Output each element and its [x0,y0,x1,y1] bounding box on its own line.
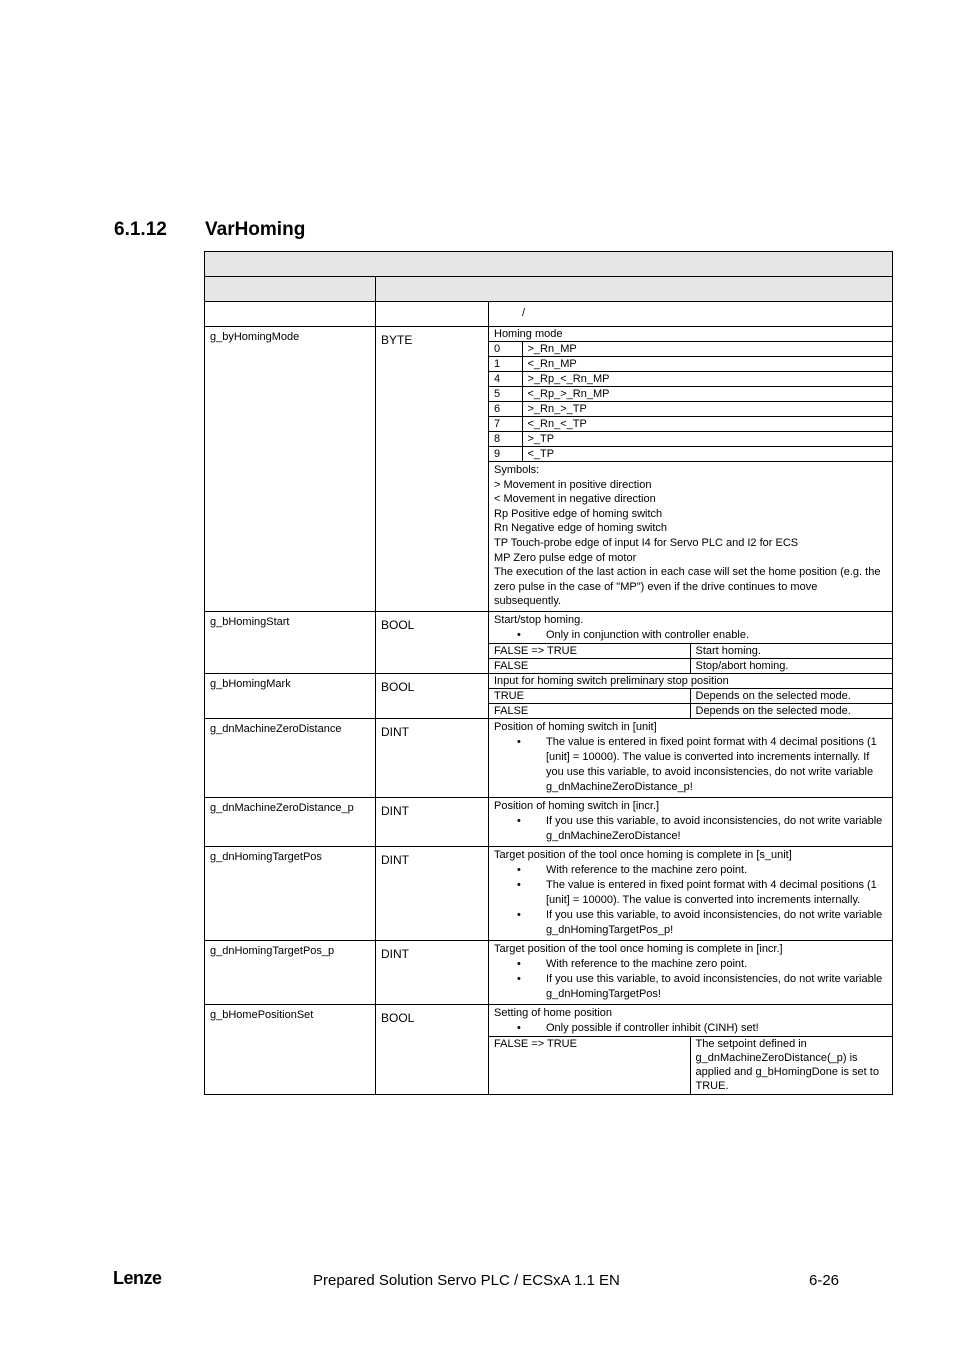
mode-row [489,387,892,402]
value-cell: FALSE => TRUE [489,1036,690,1094]
description-title: Start/stop homing. [494,613,584,626]
variable-description [489,797,893,846]
description-title: Position of homing switch in [incr.] [494,799,660,812]
mode-label: >_Rn_MP [522,342,892,357]
variable-description [489,673,893,718]
bullet-item: • If you use this variable, to avoid inconsistencies, do not write variable g_dnHomingTargetPos! [517,972,883,1000]
table-subheader-left [205,277,376,302]
value-cell: FALSE [489,658,690,673]
mode-code: 0 [489,342,522,357]
description-title: Target position of the tool once homing is complete in [s_unit] [494,848,792,861]
variable-name: g_bHomingMark [205,673,376,718]
mode-label: <_Rn_<_TP [522,417,892,432]
page-number: 6-26 [809,1272,840,1289]
variable-description [489,718,893,797]
table-subheader-right [376,277,893,302]
table-row [205,940,893,1004]
mode-row [489,342,892,357]
table-row [205,718,893,797]
column-header-type [376,302,489,327]
meaning-cell: Depends on the selected mode. [690,703,892,718]
mode-label: <_Rp_>_Rn_MP [522,387,892,402]
mode-label: >_TP [522,432,892,447]
mode-label: >_Rp_<_Rn_MP [522,372,892,387]
meaning-cell: The setpoint defined in g_dnMachineZeroDistance(_p) is applied and g_bHomingDone is set to TRUE. [690,1036,892,1094]
section-title: VarHoming [205,219,306,240]
mode-row [489,357,892,372]
variable-name: g_bHomingStart [205,611,376,673]
bullet-item: • If you use this variable, to avoid inconsistencies, do not write variable g_dnHomingTargetPos_p! [517,908,883,936]
value-cell: TRUE [489,688,690,703]
variable-description [489,846,893,940]
bullet-item: • With reference to the machine zero point. [517,863,748,876]
value-row [489,703,892,718]
bullet-item: • With reference to the machine zero point. [517,957,748,970]
mode-code: 6 [489,402,522,417]
mode-code: 1 [489,357,522,372]
value-row [489,688,892,703]
mode-code: 8 [489,432,522,447]
variable-type: BOOL [376,611,489,673]
column-header-name [205,302,376,327]
mode-code: 7 [489,417,522,432]
table-row [205,611,893,673]
variable-name: g_dnMachineZeroDistance_p [205,797,376,846]
variable-name: g_bHomePositionSet [205,1004,376,1094]
description-title: Homing mode [489,327,892,342]
meaning-cell: Stop/abort homing. [690,658,892,673]
value-cell: FALSE [489,703,690,718]
variable-type: BYTE [376,327,489,612]
bullet-item: • Only possible if controller inhibit (CINH) set! [517,1021,759,1034]
mode-row [489,402,892,417]
table-row [205,673,893,718]
variable-description [489,940,893,1004]
meaning-cell: Start homing. [690,643,892,658]
description-title: Input for homing switch preliminary stop position [489,674,892,689]
mode-row [489,372,892,387]
table-row [205,327,893,612]
variable-name: g_dnHomingTargetPos [205,846,376,940]
value-row [489,658,892,673]
mode-label: >_Rn_>_TP [522,402,892,417]
footer-document-title: Prepared Solution Servo PLC / ECSxA 1.1 EN [313,1272,620,1289]
description-title: Target position of the tool once homing is complete in [incr.] [494,942,783,955]
mode-table [489,327,892,611]
variable-type: BOOL [376,1004,489,1094]
variable-table [204,251,893,1095]
value-row [489,1036,892,1094]
mode-code: 5 [489,387,522,402]
description-title: Position of homing switch in [unit] [494,720,657,733]
value-row [489,643,892,658]
variable-type: DINT [376,797,489,846]
bullet-item: • The value is entered in fixed point format with 4 decimal positions (1 [unit] = 10000). The value is converted into increments internally. If you use this variable, to avoid inconsistencies, do not write variable g_dnMachineZeroDistance_p! [517,735,877,793]
mode-label: <_Rn_MP [522,357,892,372]
bullet-item: • Only in conjunction with controller enable. [517,628,750,641]
mode-code: 9 [489,447,522,462]
mode-row [489,447,892,462]
mode-code: 4 [489,372,522,387]
table-row [205,797,893,846]
variable-type: BOOL [376,673,489,718]
bullet-item: • The value is entered in fixed point format with 4 decimal positions (1 [unit] = 10000). The value is converted into increments internally. [517,878,877,906]
variable-name: g_dnHomingTargetPos_p [205,940,376,1004]
lenze-logo: Lenze [113,1268,162,1288]
symbols-legend: Symbols: > Movement in positive direction < Movement in negative direction Rp Positive edge of homing switch Rn Negative edge of homing switch TP Touch-probe edge of input I4 for Servo PLC and I2 for ECS MP Zero pulse edge of motor The execution of the last action in each case will set the home position (e.g. the zero pulse in the case of "MP") even if the drive continues to move subsequently. [489,462,892,611]
section-number: 6.1.12 [114,219,167,240]
variable-type: DINT [376,718,489,797]
variable-type: DINT [376,940,489,1004]
variable-type: DINT [376,846,489,940]
meaning-cell: Depends on the selected mode. [690,688,892,703]
column-header-description: / [489,302,893,327]
variable-description [489,1004,893,1094]
mode-row [489,417,892,432]
bullet-item: • If you use this variable, to avoid inconsistencies, do not write variable g_dnMachineZeroDistance! [517,814,883,842]
variable-description [489,327,893,612]
table-row [205,846,893,940]
description-title: Setting of home position [494,1006,613,1019]
table-row [205,1004,893,1094]
variable-description [489,611,893,673]
value-cell: FALSE => TRUE [489,643,690,658]
variable-name: g_dnMachineZeroDistance [205,718,376,797]
mode-label: <_TP [522,447,892,462]
variable-name: g_byHomingMode [205,327,376,612]
table-title-bar [205,252,893,277]
mode-row [489,432,892,447]
